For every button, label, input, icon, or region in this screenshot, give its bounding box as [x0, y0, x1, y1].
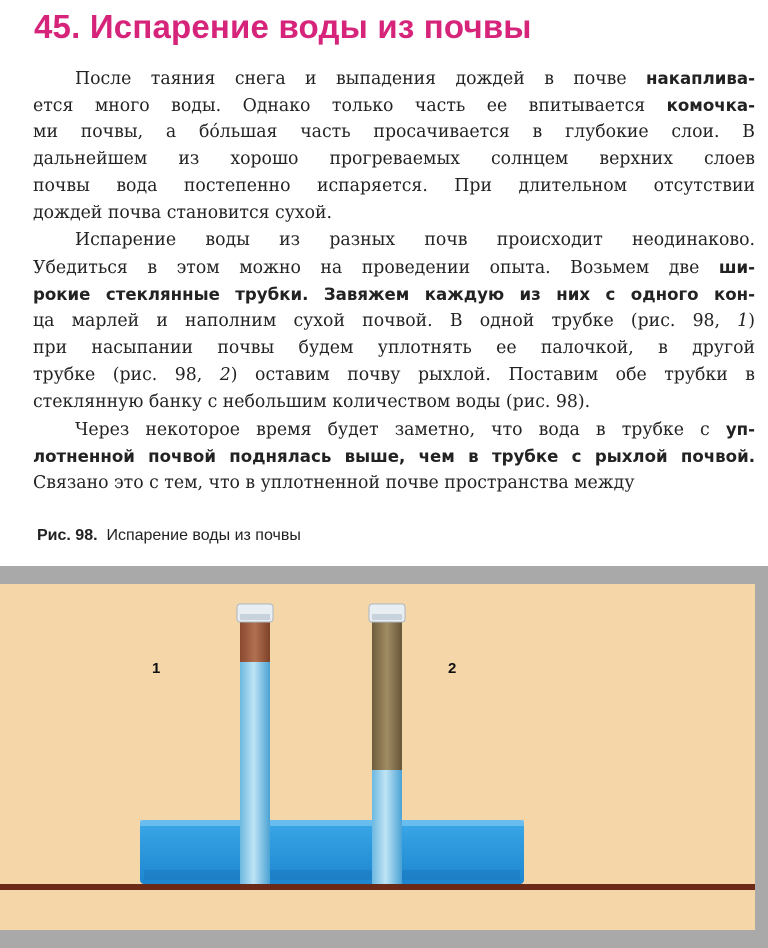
bold-term: накаплива- [646, 69, 755, 88]
text-segment: Через некоторое время будет заметно, что вода в трубке с [75, 420, 726, 440]
section-heading [34, 8, 532, 46]
tube-2-label: 2 [448, 660, 457, 677]
text-segment: ) оставим почву рыхлой. Поставим обе трубки в [230, 365, 755, 385]
bold-term: ши- [718, 258, 755, 277]
text-line [33, 227, 755, 254]
text-line [33, 92, 755, 119]
text-line [33, 254, 755, 281]
section-title: Испарение воды из почвы [89, 8, 532, 45]
text-segment: После таяния снега и выпадения дождей в почве [75, 69, 647, 89]
text-segment: стеклянную банку с небольшим количеством воды (рис. 98). [33, 392, 591, 412]
text-line [33, 119, 755, 146]
text-segment: дождей почва становится сухой. [33, 203, 333, 223]
text-line [33, 443, 755, 470]
figure-98-illustration [0, 566, 768, 948]
text-segment: Испарение воды из разных почв происходит неодинаково. [75, 230, 755, 250]
section-number: 45. [34, 8, 81, 45]
bold-term: уп- [725, 420, 755, 439]
text-line [33, 146, 755, 173]
text-segment: 1 [737, 311, 749, 331]
tube-2 [369, 604, 405, 884]
figure-number: Рис. 98. [37, 527, 98, 544]
text-segment: ца марлей и наполним сухой почвой. В одной трубке (рис. 98, [33, 311, 738, 331]
text-segment: ми почвы, а бо́льшая часть просачивается в глубокие слои. В [33, 122, 755, 142]
figure-bottom-band [0, 930, 768, 948]
text-segment: почвы вода постепенно испаряется. При длительном отсутствии [33, 176, 755, 196]
text-segment: при насыпании почвы будем уплотнять ее палочкой, в другой [33, 338, 755, 358]
text-line [33, 173, 755, 200]
text-line [33, 308, 755, 335]
figure-right-band [755, 566, 768, 948]
text-segment: Связано это с тем, что в уплотненной почве пространства между [33, 473, 635, 493]
text-line [33, 389, 755, 416]
text-segment: ) [748, 311, 755, 331]
text-segment: Убедиться в этом можно на проведении опыта. Возьмем две [33, 258, 719, 278]
text-segment: ется много воды. Однако только часть ее впитывается [33, 96, 667, 116]
table-line [0, 884, 755, 890]
text-line [33, 362, 755, 389]
bold-term: комочка- [666, 96, 755, 115]
text-line [33, 470, 755, 497]
bold-term: лотненной почвой поднялась выше, чем в трубке с рыхлой почвой. [33, 447, 755, 466]
text-segment: 2 [219, 365, 231, 385]
figure-caption-text: Испарение воды из почвы [106, 527, 301, 544]
text-line [33, 335, 755, 362]
bold-term: рокие стеклянные трубки. Завяжем каждую из них с одного кон- [33, 285, 755, 304]
text-line [33, 65, 755, 92]
figure-caption [37, 527, 301, 545]
text-line [33, 281, 755, 308]
text-line [33, 200, 755, 227]
tube-1 [237, 604, 273, 884]
body-text [33, 65, 755, 497]
text-segment: дальнейшем из хорошо прогреваемых солнцем верхних слоев [33, 149, 755, 169]
glass-basin [140, 820, 524, 884]
text-line [33, 416, 755, 443]
text-segment: трубке (рис. 98, [33, 365, 220, 385]
figure-top-band [0, 566, 768, 584]
tube-1-label: 1 [152, 660, 161, 677]
